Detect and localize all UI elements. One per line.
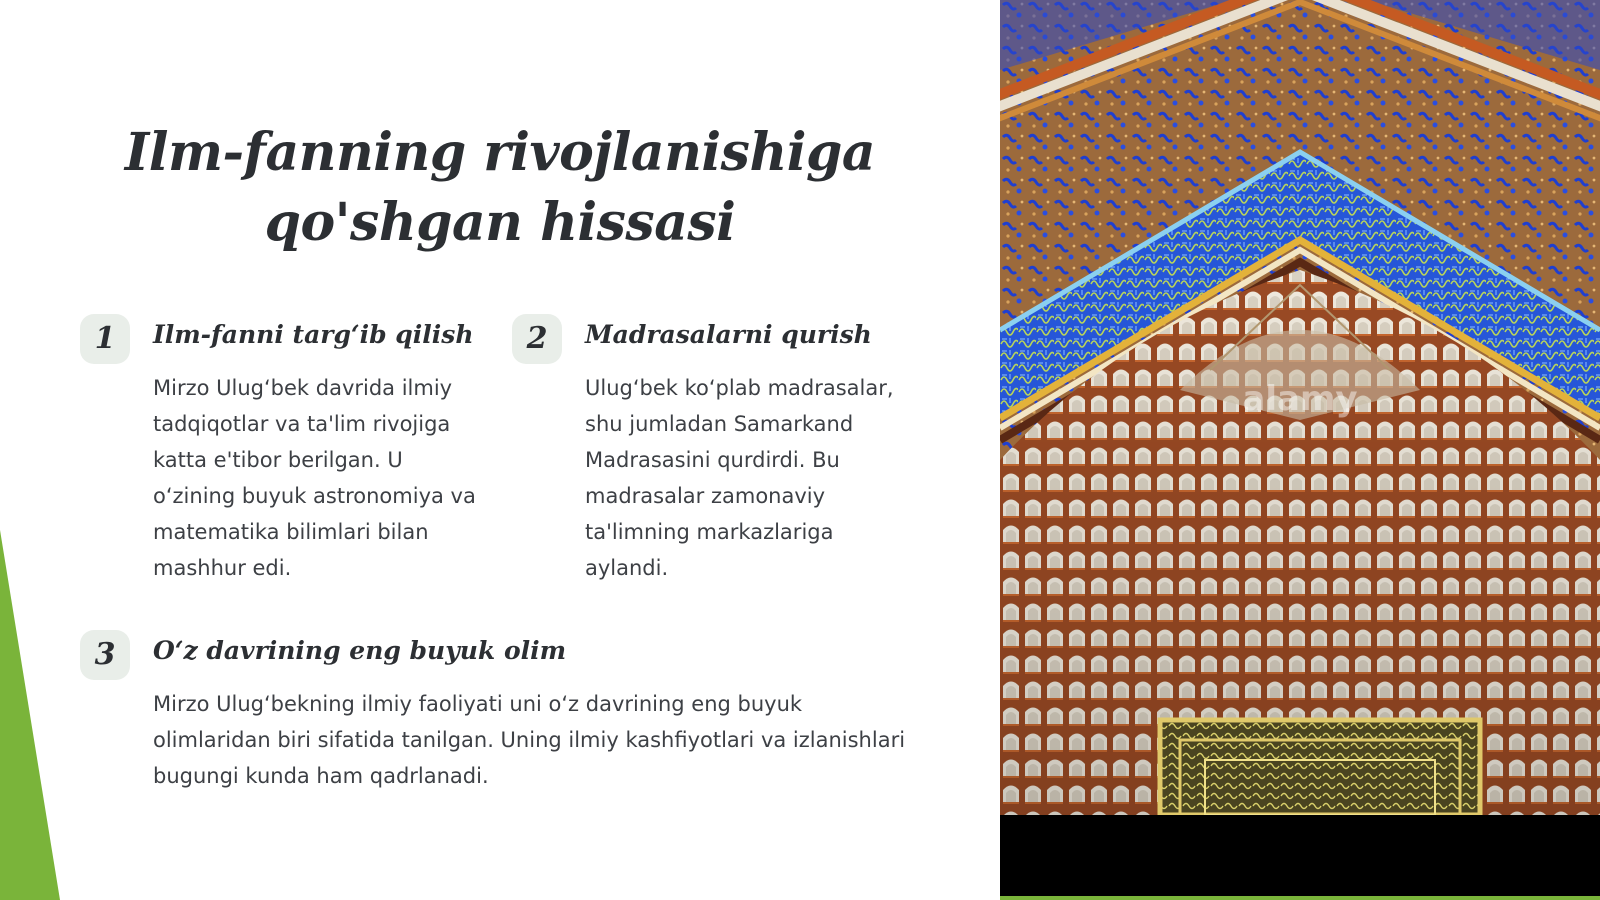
green-accent-stripe bbox=[0, 0, 80, 900]
text-line: o‘zining buyuk astronomiya va bbox=[153, 484, 476, 508]
text-line: Ulug‘bek ko‘plab madrasalar, bbox=[585, 376, 894, 400]
madrasa-mosaic-image bbox=[1000, 0, 1600, 900]
text-line: aylandi. bbox=[585, 556, 669, 580]
text-line: olimlaridan biri sifatida tanilgan. Uning ilmiy kashfiyotlari va izlanishlari bbox=[153, 728, 906, 752]
slide-title bbox=[120, 118, 880, 258]
text-line: Madrasasini qurdirdi. Bu bbox=[585, 448, 840, 472]
watermark-text: alamy bbox=[1242, 379, 1358, 419]
text-line: matematika bilimlari bilan bbox=[153, 520, 429, 544]
point-number-badge: 3 bbox=[80, 630, 130, 680]
text-line: bugungi kunda ham qadrlanadi. bbox=[153, 764, 489, 788]
point-heading: Ilm-fanni targ‘ib qilish bbox=[153, 320, 474, 349]
point-number-badge: 2 bbox=[512, 314, 562, 364]
muqarnas-arch-picture bbox=[1000, 0, 1600, 815]
point-heading: O‘z davrining eng buyuk olim bbox=[153, 636, 567, 665]
title-line-2: qo'shgan hissasi bbox=[264, 192, 736, 253]
text-line: mashhur edi. bbox=[153, 556, 292, 580]
point-description bbox=[153, 686, 953, 794]
text-line: Mirzo Ulug‘bek davrida ilmiy bbox=[153, 376, 453, 400]
text-line: katta e'tibor berilgan. U bbox=[153, 448, 403, 472]
text-line: ta'limning markazlariga bbox=[585, 520, 834, 544]
title-line-1: Ilm-fanning rivojlanishiga bbox=[124, 122, 876, 183]
point-description bbox=[153, 370, 493, 586]
bottom-accent-line bbox=[1000, 896, 1600, 900]
text-line: Mirzo Ulug‘bekning ilmiy faoliyati uni o‘z davrining eng buyuk bbox=[153, 692, 803, 716]
text-line: shu jumladan Samarkand bbox=[585, 412, 854, 436]
point-number-badge: 1 bbox=[80, 314, 130, 364]
point-heading: Madrasalarni qurish bbox=[585, 320, 872, 349]
point-description bbox=[585, 370, 925, 586]
text-line: madrasalar zamonaviy bbox=[585, 484, 826, 508]
text-line: tadqiqotlar va ta'lim rivojiga bbox=[153, 412, 451, 436]
